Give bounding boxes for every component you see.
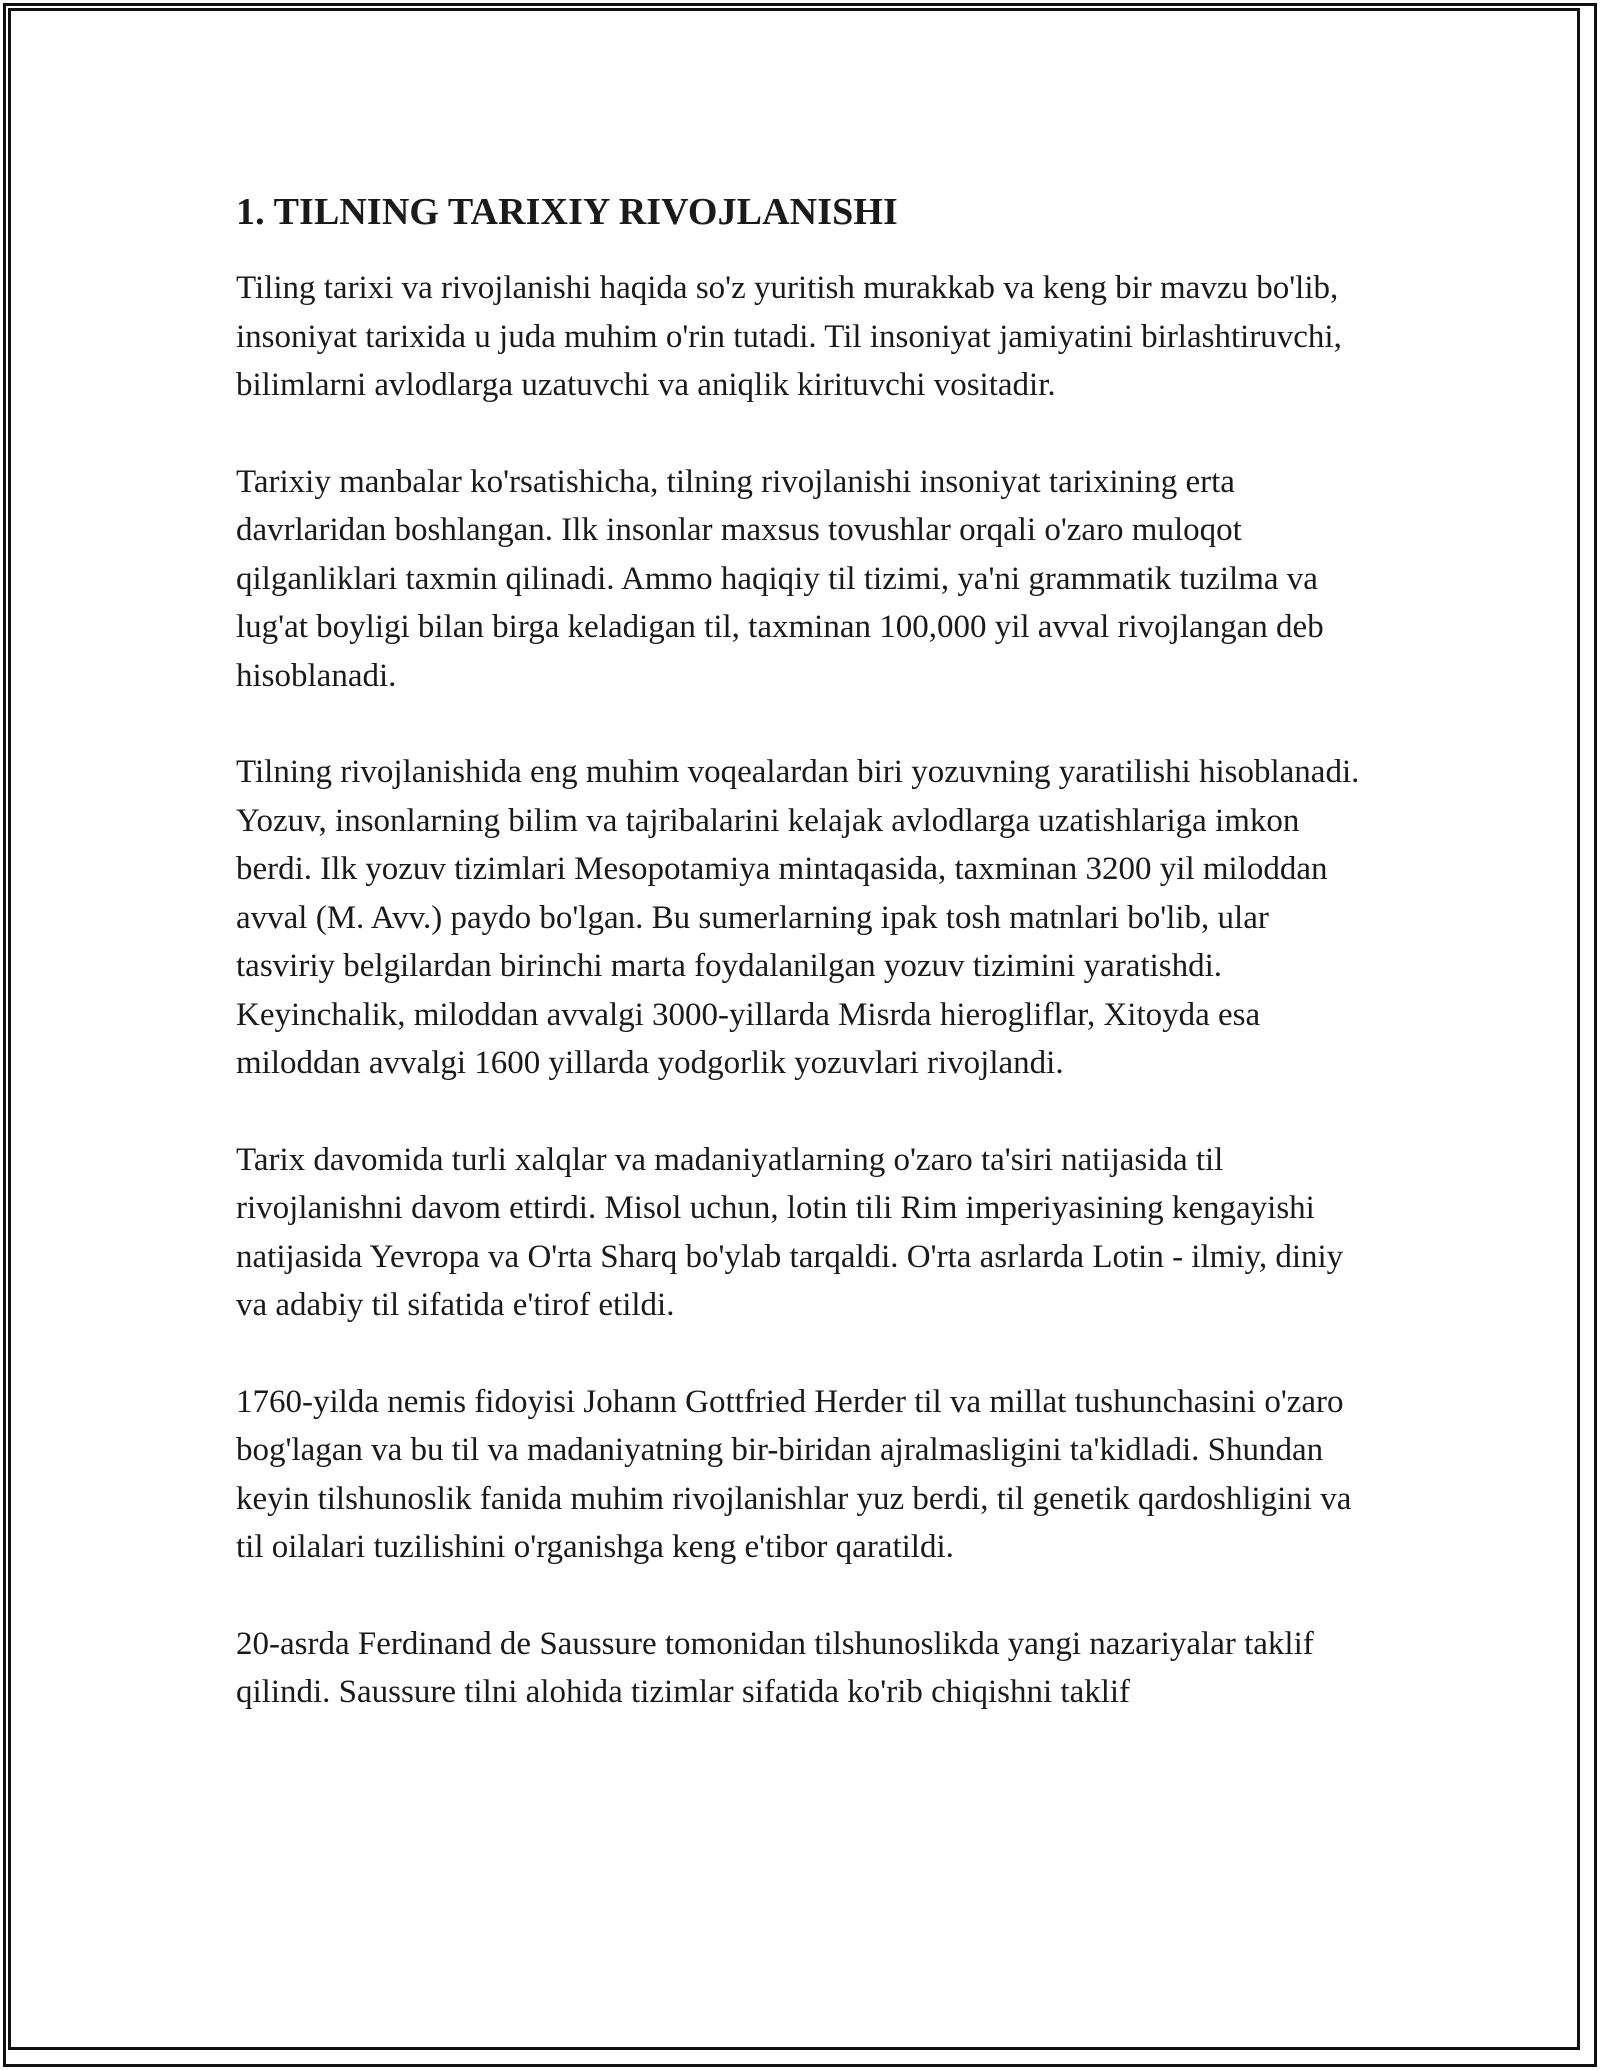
paragraph-1: Tiling tarixi va rivojlanishi haqida so'z yuritish murakkab va keng bir mavzu bo'lib, insoniyat tarixida u juda muhim o'rin tutadi. Til insoniyat jamiyatini birlashtiruvchi, bilimlarni avlodlarga uzatuvchi va aniqlik kirituvchi vositadir. <box>236 270 1342 403</box>
paragraph-3: Tilning rivojlanishida eng muhim voqealardan biri yozuvning yaratilishi hisoblanadi. Yozuv, insonlarning bilim va tajribalarini kelajak avlodlarga uzatishlariga imkon berdi. Ilk yozuv tizimlari Mesopotamiya mintaqasida, taxminan 3200 yil miloddan avval (M. Avv.) paydo bo'lgan. Bu sumerlarning ipak tosh matnlari bo'lib, ular tasviriy belgilardan birinchi marta foydalanilgan yozuv tizimini yaratishdi. Keyinchalik, miloddan avvalgi 3000-yillarda Misrda hierogliflar, Xitoyda esa miloddan avvalgi 1600 yillarda yodgorlik yozuvlari rivojlandi. <box>236 754 1360 1081</box>
paragraph-6: 20-asrda Ferdinand de Saussure tomonidan tilshunoslikda yangi nazariyalar taklif qilindi. Saussure tilni alohida tizimlar sifatida ko'rib chiqishni taklif <box>236 1625 1314 1710</box>
paragraph-5: 1760-yilda nemis fidoyisi Johann Gottfried Herder til va millat tushunchasini o'zaro bog'lagan va bu til va madaniyatning bir-biridan ajralmasligini ta'kidladi. Shundan keyin tilshunoslik fanida muhim rivojlanishlar yuz berdi, til genetik qardoshligini va til oilalari tuzilishini o'rganishga keng e'tibor qaratildi. <box>236 1383 1352 1565</box>
paragraph-4: Tarix davomida turli xalqlar va madaniyatlarning o'zaro ta'siri natijasida til rivojlanishni davom ettirdi. Misol uchun, lotin tili Rim imperiyasining kengayishi natijasida Yevropa va O'rta Sharq bo'ylab tarqaldi. O'rta asrlarda Lotin - ilmiy, diniy va adabiy til sifatida e'tirof etildi. <box>236 1141 1344 1323</box>
paragraph-2: Tarixiy manbalar ko'rsatishicha, tilning rivojlanishi insoniyat tarixining erta davrlaridan boshlangan. Ilk insonlar maxsus tovushlar orqali o'zaro muloqot qilganliklari taxmin qilinadi. Ammo haqiqiy til tizimi, ya'ni grammatik tuzilma va lug'at boyligi bilan birga keladigan til, taxminan 100,000 yil avval rivojlangan deb hisoblanadi. <box>236 463 1324 694</box>
section-title: 1. TILNING TARIXIY RIVOJLANISHI <box>236 191 898 233</box>
document-body <box>236 186 1376 1765</box>
